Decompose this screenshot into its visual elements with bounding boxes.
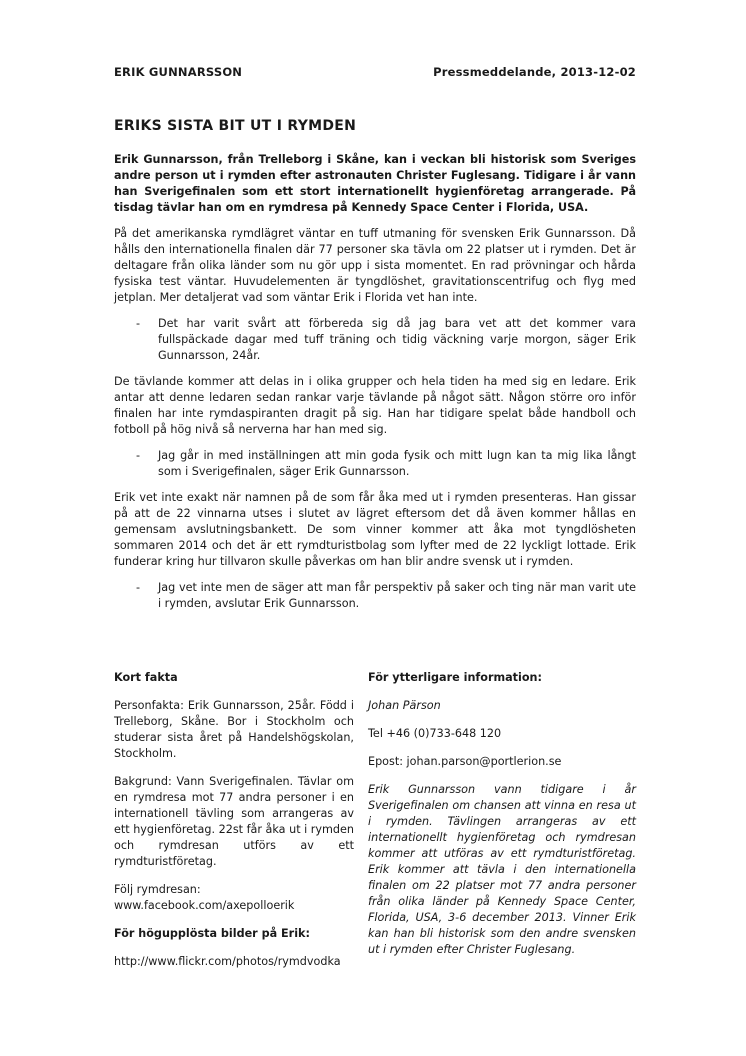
facebook-link[interactable]: www.facebook.com/axepolloerik <box>114 899 295 912</box>
quote-1 <box>114 316 636 364</box>
flickr-link[interactable]: http://www.flickr.com/photos/rymdvodka <box>114 955 341 968</box>
contact-phone: Tel +46 (0)733-648 120 <box>368 727 502 740</box>
contact-heading: För ytterligare information: <box>368 671 542 684</box>
quote-text: Jag vet inte men de säger att man får perspektiv på saker och ting när man varit ute i rymden, avslutar Erik Gunnarsson. <box>158 581 636 610</box>
quote-3 <box>114 580 636 612</box>
contact-email[interactable]: Epost: johan.parson@portlerion.se <box>368 755 562 768</box>
person-facts: Personfakta: Erik Gunnarsson, 25år. Född i Trelleborg, Skåne. Bor i Stockholm och studerar sista året på Handelshögskolan, Stockholm. <box>114 699 354 760</box>
quote-dash: - <box>136 449 141 462</box>
quote-text: Jag går in med inställningen att min goda fysik och mitt lugn kan ta mig lika långt som i Sverigefinalen, säger Erik Gunnarsson. <box>158 449 636 478</box>
quote-dash: - <box>136 317 141 330</box>
follow-label: Följ rymdresan: <box>114 883 201 896</box>
images-heading: För högupplösta bilder på Erik: <box>114 927 310 940</box>
quote-2 <box>114 448 636 480</box>
quote-text: Det har varit svårt att förbereda sig då jag bara vet att det kommer vara fullspäckade dagar med tuff träning och tidig väckning varje morgon, säger Erik Gunnarsson, 24år. <box>158 317 636 362</box>
document-header <box>114 65 636 81</box>
summary-paragraph: Erik Gunnarsson vann tidigare i år Sverigefinalen om chansen att vinna en resa ut i rymden. Tävlingen arrangeras av ett internationellt hygienföretag och rymdresan kommer att utföras av ett rymdturistföretag. Erik kommer att tävla i den internationella finalen om 22 platser mot 77 andra personer från olika länder på Kennedy Space Center, Florida, USA, 3-6 december 2013. Vinner Erik kan han bli historisk som den andre svensken ut i rymden efter Christer Fuglesang. <box>368 783 636 956</box>
page-title: ERIKS SISTA BIT UT I RYMDEN <box>114 118 357 134</box>
contact-name: Johan Pärson <box>368 699 441 712</box>
facts-heading: Kort fakta <box>114 671 178 684</box>
article-body <box>114 152 636 622</box>
document-type-date: Pressmeddelande, 2013-12-02 <box>433 65 636 79</box>
author-name: ERIK GUNNARSSON <box>114 65 243 79</box>
lead-paragraph: Erik Gunnarsson, från Trelleborg i Skåne, kan i veckan bli historisk som Sveriges andre person ut i rymden efter astronauten Christer Fuglesang. Tidigare i år vann han Sverigefinalen som ett stort internationellt hygienföretag arrangerade. På tisdag tävlar han om en rymdresa på Kennedy Space Center i Florida, USA. <box>114 153 636 214</box>
background-facts: Bakgrund: Vann Sverigefinalen. Tävlar om en rymdresa mot 77 andra personer i en internationell tävling som arrangeras av ett hygienföretag. 22st får åka ut i rymden och rymdresan utförs av ett rymdturistföretag. <box>114 775 354 868</box>
body-paragraph-2: De tävlande kommer att delas in i olika grupper och hela tiden ha med sig en ledare. Erik antar att denne ledaren sedan rankar varje tävlande på något sätt. Någon större oro inför finalen har inte rymdaspiranten dragit på sig. Han har tidigare spelat både handboll och fotboll på hög nivå så nerverna har han med sig. <box>114 375 636 436</box>
quote-dash: - <box>136 581 141 594</box>
facts-column <box>114 670 354 982</box>
body-paragraph-1: På det amerikanska rymdlägret väntar en tuff utmaning för svensken Erik Gunnarsson. Då hålls den internationella finalen där 77 personer ska tävla om 22 platser ut i rymden. Det är deltagare från olika länder som nu gör upp i sista momentet. En rad prövningar och hårda fysiska test väntar. Huvudelementen är tyngdlöshet, gravitationscentrifug och flyg med jetplan. Mer detaljerat vad som väntar Erik i Florida vet han inte. <box>114 227 636 304</box>
body-paragraph-3: Erik vet inte exakt när namnen på de som får åka med ut i rymden presenteras. Han gissar på att de 22 vinnarna utses i slutet av lägret eftersom det då även kommer hållas en gemensam avslutningsbankett. De som vinner kommer att åka mot tyngdlösheten sommaren 2014 och det är ett rymdturistbolag som lyfter med de 22 lyckligt lottade. Erik funderar kring hur tillvaron skulle påverkas om han blir andre svensk ut i rymden. <box>114 491 636 568</box>
contact-column <box>368 670 636 970</box>
